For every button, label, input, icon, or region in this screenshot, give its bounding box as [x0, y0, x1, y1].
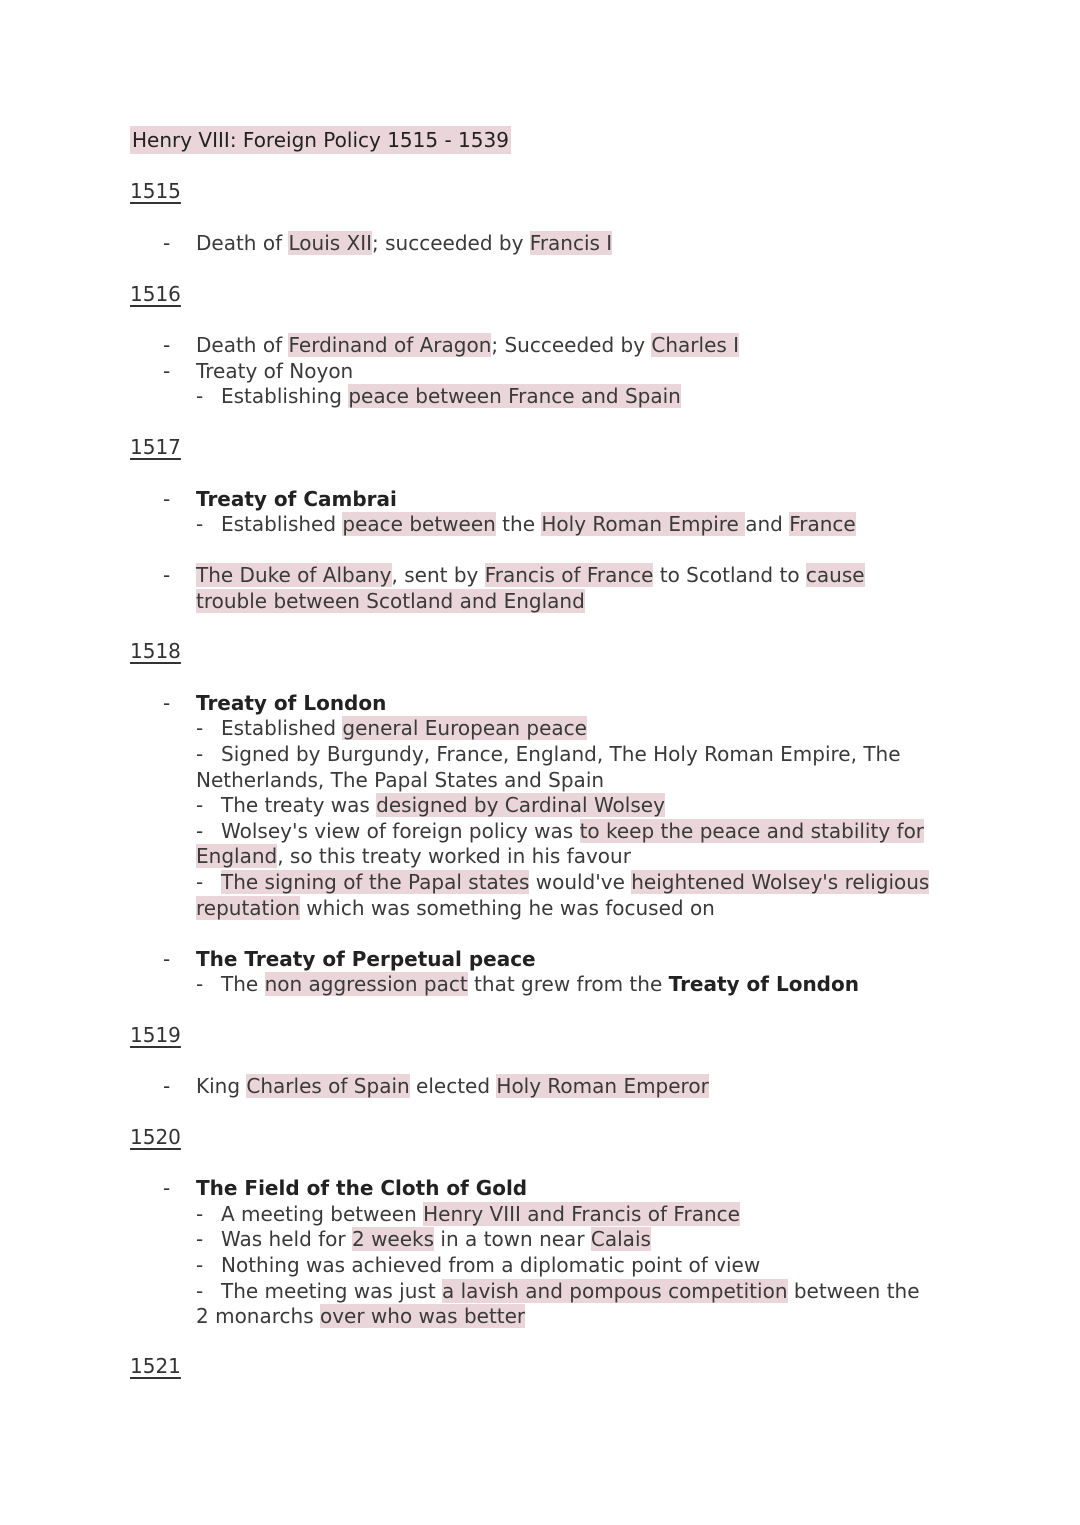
subpoint-field-competition: - The meeting was just a lavish and pompous competition between the: [196, 1279, 920, 1303]
subpoint-noyon-peace: - Establishing peace between France and Spain: [196, 384, 681, 408]
subpoint-wolsey-view-cont: England, so this treaty worked in his favour: [196, 844, 631, 868]
subpoint-london-signatories-cont: Netherlands, The Papal States and Spain: [196, 768, 605, 792]
event-perpetual-peace: The Treaty of Perpetual peace: [196, 947, 536, 971]
event-duke-albany-cont: trouble between Scotland and England: [196, 589, 585, 613]
event-field-cloth-of-gold: The Field of the Cloth of Gold: [196, 1176, 528, 1200]
year-heading-1518: 1518: [130, 639, 181, 663]
year-heading-1515: 1515: [130, 179, 181, 203]
year-heading-1520: 1520: [130, 1125, 181, 1149]
event-ferdinand-death: Death of Ferdinand of Aragon; Succeeded by Charles I: [196, 333, 740, 357]
bullet-dash: -: [163, 563, 171, 587]
subpoint-wolsey-view: - Wolsey's view of foreign policy was to keep the peace and stability for: [196, 819, 925, 843]
bullet-dash: -: [163, 1074, 171, 1098]
subpoint-field-nothing-achieved: - Nothing was achieved from a diplomatic point of view: [196, 1253, 761, 1277]
event-treaty-noyon: Treaty of Noyon: [196, 359, 354, 383]
bullet-dash: -: [163, 333, 171, 357]
subpoint-london-signatories: - Signed by Burgundy, France, England, The Holy Roman Empire, The: [196, 742, 901, 766]
subpoint-papal-states: - The signing of the Papal states would've heightened Wolsey's religious: [196, 870, 930, 894]
subpoint-cambrai-peace: - Established peace between the Holy Roman Empire and France: [196, 512, 856, 536]
bullet-dash: -: [163, 231, 171, 255]
event-duke-albany: The Duke of Albany, sent by Francis of France to Scotland to cause: [196, 563, 865, 587]
bullet-dash: -: [163, 487, 171, 511]
event-louis-death: Death of Louis XII; succeeded by Francis I: [196, 231, 613, 255]
subpoint-london-wolsey: - The treaty was designed by Cardinal Wolsey: [196, 793, 665, 817]
subpoint-field-competition-cont: 2 monarchs over who was better: [196, 1304, 526, 1328]
event-treaty-cambrai: Treaty of Cambrai: [196, 487, 397, 511]
event-treaty-london: Treaty of London: [196, 691, 387, 715]
bullet-dash: -: [163, 947, 171, 971]
subpoint-field-meeting: - A meeting between Henry VIII and Francis of France: [196, 1202, 740, 1226]
year-heading-1521: 1521: [130, 1354, 181, 1378]
page-title: Henry VIII: Foreign Policy 1515 - 1539: [132, 128, 509, 152]
year-heading-1519: 1519: [130, 1023, 181, 1047]
bullet-dash: -: [163, 1176, 171, 1200]
subpoint-perpetual-pact: - The non aggression pact that grew from the Treaty of London: [196, 972, 859, 996]
event-charles-elected: King Charles of Spain elected Holy Roman Emperor: [196, 1074, 709, 1098]
year-heading-1517: 1517: [130, 435, 181, 459]
bullet-dash: -: [163, 359, 171, 383]
subpoint-papal-states-cont: reputation which was something he was focused on: [196, 896, 715, 920]
bullet-dash: -: [163, 691, 171, 715]
subpoint-field-duration: - Was held for 2 weeks in a town near Calais: [196, 1227, 651, 1251]
subpoint-london-peace: - Established general European peace: [196, 716, 587, 740]
year-heading-1516: 1516: [130, 282, 181, 306]
